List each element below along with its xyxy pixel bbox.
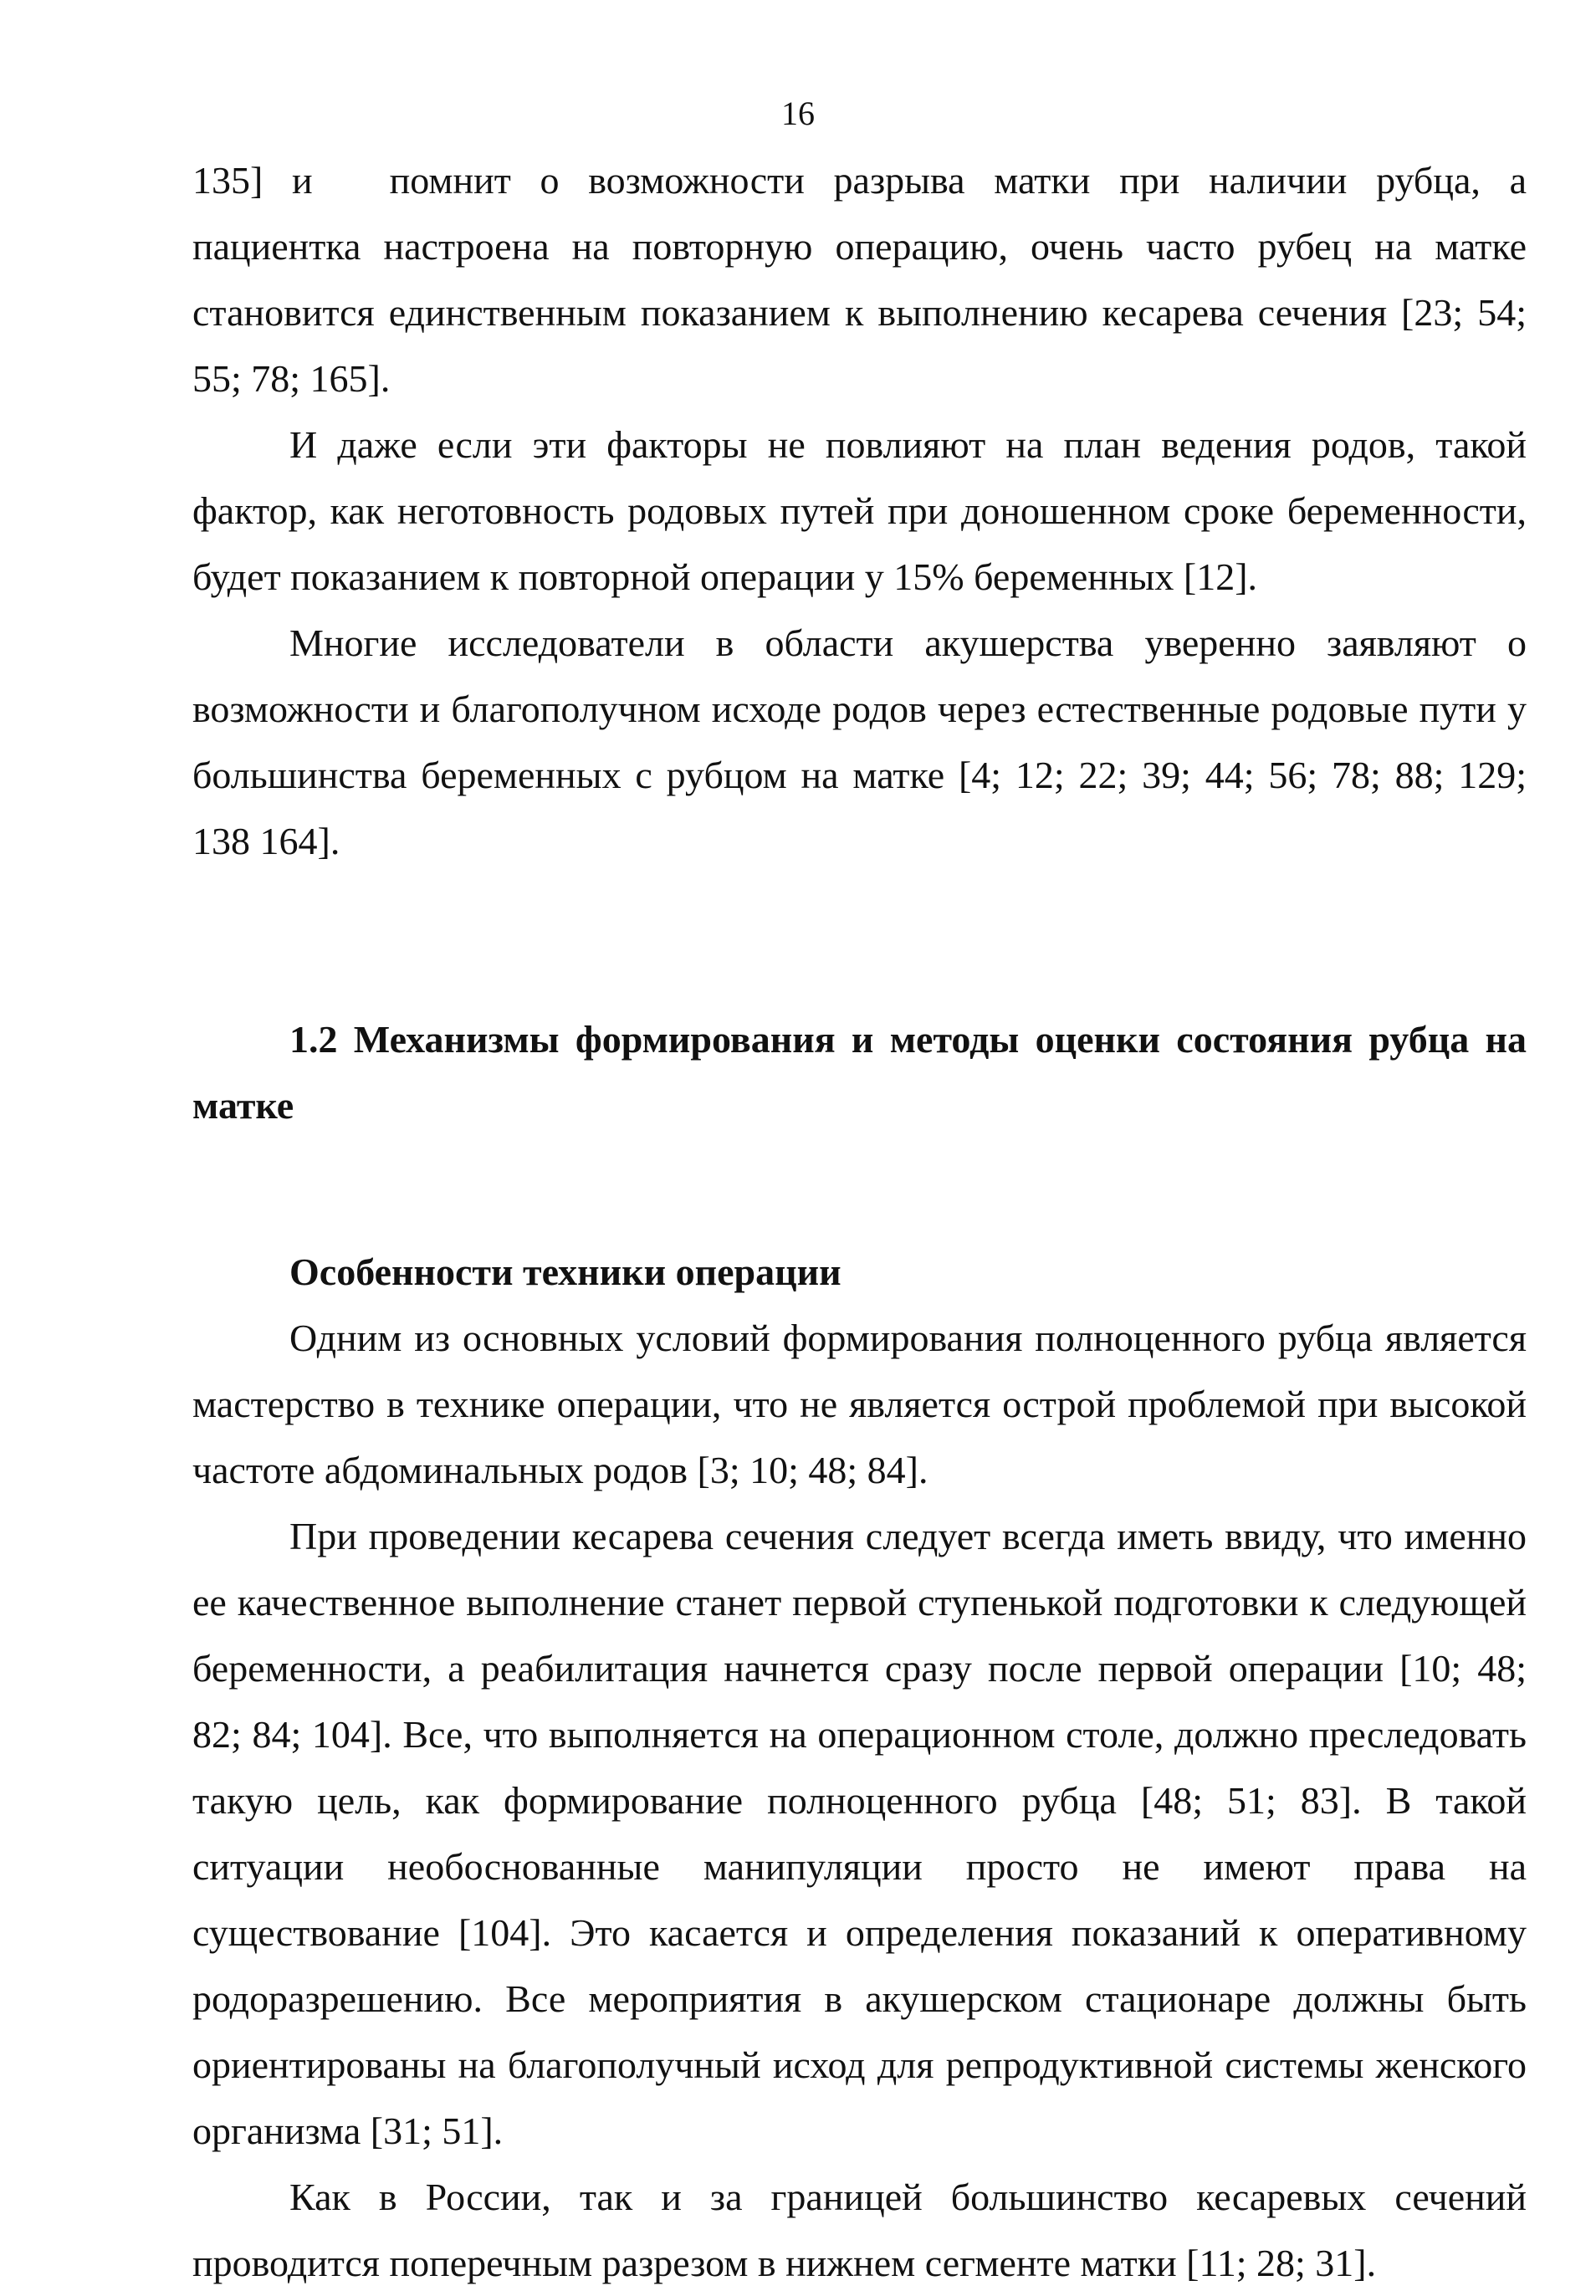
subsection-heading: Особенности техники операции — [289, 1250, 841, 1293]
paragraph-surgical-skill: Одним из основных условий формирования полноценного рубца является мастерство в технике операции, что не является острой проблемой при высокой частоте абдоминальных родов [3; 10; 48; 84]. — [192, 1317, 1527, 1491]
paragraph-continuation: 135] и помнит о возможности разрыва матки при наличии рубца, а пациентка настроена на повторную операцию, очень часто рубец на матке становится единственным показанием к выполнению кесарева сечения [23; 54; 55; 78; 165]. — [192, 159, 1527, 400]
page-number: 16 — [781, 95, 815, 132]
paragraph-cesarean-quality: При проведении кесарева сечения следует всегда иметь ввиду, что именно ее качественное выполнение станет первой ступенькой подготовки к следующей беременности, а реабилитация начнется сразу после первой операции [10; 48; 82; 84; 104]. Все, что выполняется на операционном столе, должно преследовать такую цель, как формирование полноценного рубца [48; 51; 83]. В такой ситуации необоснованные манипуляции просто не имеют права на существование [104]. Это касается и определения показаний к оперативному родоразрешению. Все мероприятия в акушерском стационаре должны быть ориентированы на благополучный исход для репродуктивной системы женского организма [31; 51]. — [192, 1515, 1527, 2152]
paragraph-natural-delivery: Многие исследователи в области акушерства уверенно заявляют о возможности и благополучном исходе родов через естественные родовые пути у большинства беременных с рубцом на матке [4; 12; 22; 39; 44; 56; 78; 88; 129; 138 164]. — [192, 621, 1527, 862]
spacer — [192, 874, 1527, 1006]
body-text — [192, 147, 1527, 2296]
paragraph-incision-type: Как в России, так и за границей большинство кесаревых сечений проводится поперечным разрезом в нижнем сегменте матки [11; 28; 31]. — [192, 2176, 1527, 2284]
paragraph-readiness-factor: И даже если эти факторы не повлияют на план ведения родов, такой фактор, как неготовность родовых путей при доношенном сроке беременности, будет показанием к повторной операции у 15% беременных [12]. — [192, 423, 1527, 598]
section-heading: 1.2 Механизмы формирования и методы оценки состояния рубца на матке — [192, 1018, 1527, 1127]
spacer — [192, 1138, 1527, 1239]
